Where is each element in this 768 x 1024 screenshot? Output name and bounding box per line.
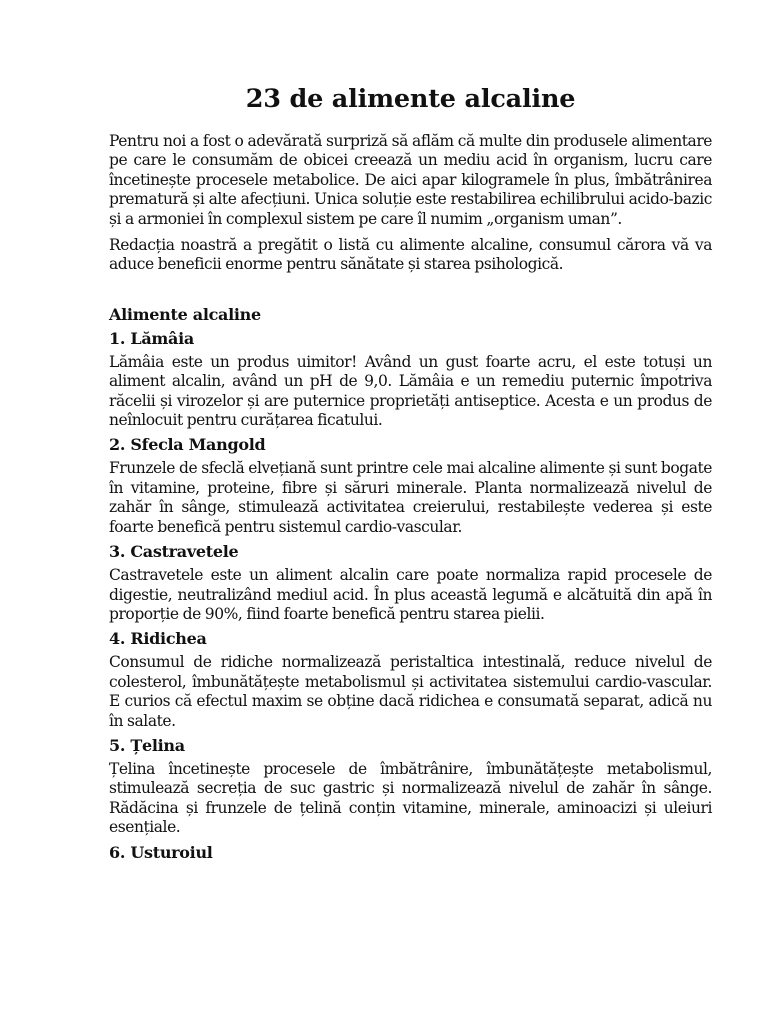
intro-paragraph: Pentru noi a fost o adevărată surpriză să aflăm că multe din produsele alimentare pe care le consumăm de obicei creează un mediu acid în organism, lucru care încetinește procesele metabolice. De aici apar kilogramele în plus, îmbătrânirea prematură și alte afecțiuni. Unica soluție este restabilirea echilibrului acido-bazic și a armoniei în complexul sistem pe care îl numim „organism uman”. xyxy=(109,132,712,228)
intro-paragraph: Redacția noastră a pregătit o listă cu alimente alcaline, consumul cărora vă va aduce beneficii enorme pentru sănătate și starea psihologică. xyxy=(109,236,712,274)
item-text: Castravetele este un aliment alcalin care poate normaliza rapid procesele de digestie, neutralizând mediul acid. În plus această legumă e alcătuită din apă în proporție de 90%, fiind foarte benefică pentru starea pielii. xyxy=(109,566,712,623)
list-item xyxy=(109,736,712,838)
item-text: Consumul de ridiche normalizează peristaltica intestinală, reduce nivelul de colesterol, îmbunătățește metabolismul și activitatea sistemului cardio-vascular. E curios că efectul maxim se obține dacă ridichea e consumată separat, adică nu în salate. xyxy=(109,653,712,730)
document-page xyxy=(109,84,712,867)
item-heading: 3. Castravetele xyxy=(109,542,239,562)
item-heading: 4. Ridichea xyxy=(109,629,207,649)
page-title: 23 de alimente alcaline xyxy=(245,84,576,114)
section-heading: Alimente alcaline xyxy=(109,304,261,324)
list-item xyxy=(109,542,712,624)
item-text: Frunzele de sfeclă elvețiană sunt printre cele mai alcaline alimente și sunt bogate în vitamine, proteine, fibre și săruri minerale. Planta normalizează nivelul de zahăr în sânge, stimulează activitatea creierului, restabilește vederea și este foarte benefică pentru sistemul cardio-vascular. xyxy=(109,459,712,536)
item-heading: 2. Sfecla Mangold xyxy=(109,435,266,455)
item-text: Lămâia este un produs uimitor! Având un gust foarte acru, el este totuși un aliment alcalin, având un pH de 9,0. Lămâia e un remediu puternic împotriva răcelii și virozelor și are puternice proprietăți antiseptice. Acesta e un produs de neînlocuit pentru curățarea ficatului. xyxy=(109,352,712,430)
item-heading: 5. Țelina xyxy=(109,735,185,755)
list-item xyxy=(109,329,712,431)
list-item xyxy=(109,435,712,537)
list-item xyxy=(109,843,712,863)
item-heading: 6. Usturoiul xyxy=(109,842,213,862)
item-heading: 1. Lămâia xyxy=(109,328,194,348)
item-text: Țelina încetinește procesele de îmbătrânire, îmbunătățește metabolismul, stimulează secreția de suc gastric și normalizează nivelul de zahăr în sânge. Rădăcina și frunzele de țelină conțin vitamine, minerale, aminoacizi și uleiuri esențiale. xyxy=(109,759,712,837)
list-item xyxy=(109,629,712,731)
